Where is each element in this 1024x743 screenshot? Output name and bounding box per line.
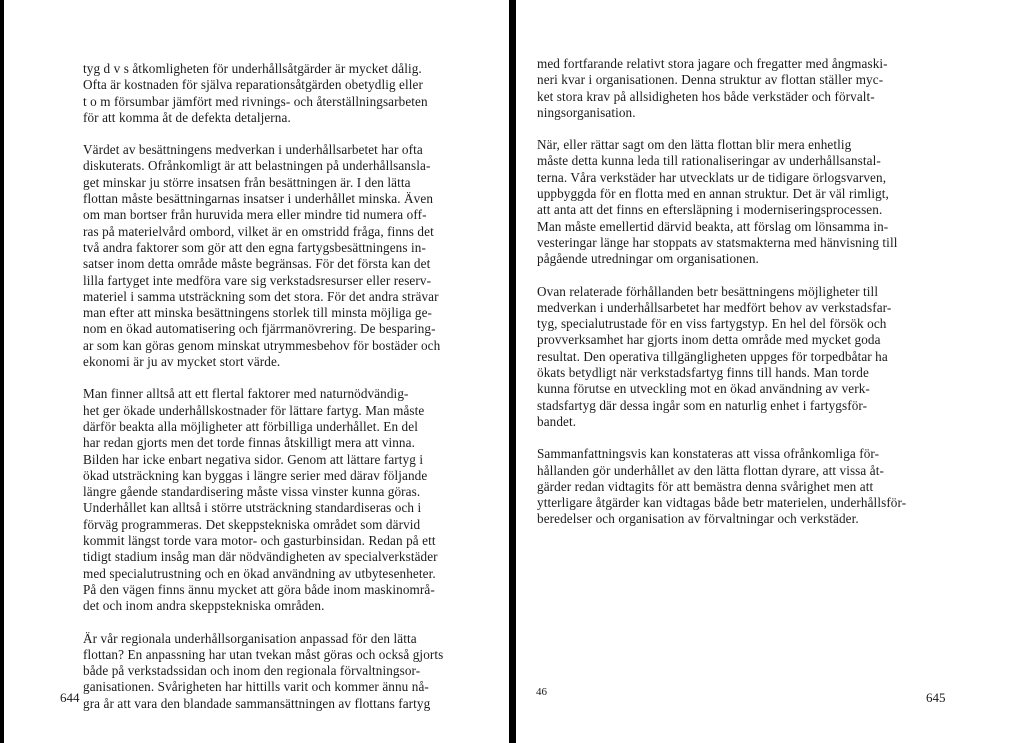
text-line: två andra faktorer som gör att den egna fartygsbesättningens in- [83, 239, 426, 255]
text-line: tidigt stadium insåg man där nödvändigheten av specialverkstäder [83, 549, 438, 565]
text-line: ökats betydligt när verkstadsfartyg finns till hands. Man torde [537, 365, 869, 381]
text-line: hållanden gör underhållet av den lätta flottan dyrare, att vissa åt- [537, 462, 884, 478]
text-line: get minskar ju större insatsen från besättningen är. I den lätta [83, 174, 411, 190]
right-text-column [537, 56, 967, 544]
text-line: Bilden har icke enbart negativa sidor. Genom att lättare fartyg i [83, 451, 424, 467]
text-line: ningsorganisation. [537, 104, 636, 120]
text-line: terna. Våra verkstäder har utvecklats ur de tidigare örlogsvarven, [537, 169, 887, 185]
text-line: kunna förutse en utveckling mot en ökad användning av verk- [537, 381, 870, 397]
paragraph [537, 284, 967, 431]
left-page [4, 0, 509, 743]
paragraph [537, 446, 967, 527]
paragraph [83, 386, 493, 614]
text-line: tyg d v s åtkomligheten för underhållsåtgärder är mycket dålig. [83, 61, 422, 76]
text-line: Sammanfattningsvis kan konstateras att vissa ofrånkomliga för- [537, 446, 880, 462]
text-line: resultat. Den operativa tillgängligheten uppges för torpedbåtar ha [537, 348, 888, 364]
text-line: Värdet av besättningens medverkan i underhållsarbetet har ofta [83, 142, 423, 158]
text-line: het ger ökade underhållskostnader för lättare fartyg. Man måste [83, 402, 425, 418]
text-line: pågående utredningar om organisationen. [537, 251, 759, 267]
text-line: När, eller rättar sagt om den lätta flottan blir mera enhetlig [537, 137, 852, 153]
text-line: Man finner alltså att ett flertal faktorer med naturnödvändig- [83, 386, 409, 402]
paragraph [83, 61, 493, 126]
text-line: om man bortser från huruvida mera eller mindre tid numera off- [83, 207, 427, 223]
text-line: uppbyggda för en flotta med en annan struktur. Det är väl rimligt, [537, 186, 889, 202]
text-line: ras på materielvård ombord, vilket är en omstridd fråga, finns det [83, 223, 434, 239]
text-line: ar som kan göras genom minskat utrymmesbehov för bostäder och [83, 337, 441, 353]
text-line: materiel i samma utsträckning som det stora. För det andra strävar [83, 288, 439, 304]
right-page [516, 0, 1024, 743]
text-line: därför beakta alla möjligheter att förbilliga underhållet. En del [83, 418, 418, 434]
text-line: gärder redan vidtagits för att bemästra denna svårighet men att [537, 478, 874, 494]
text-line: man efter att minska besättningens storlek till minsta möjliga ge- [83, 305, 433, 321]
paragraph [537, 137, 967, 267]
left-text-column [83, 61, 493, 728]
text-line: ekonomi är ju av mycket stort värde. [83, 354, 281, 370]
text-line: bandet. [537, 413, 577, 429]
text-line: ket stora krav på allsidigheten hos både verkstäder och förvalt- [537, 88, 875, 104]
book-spine-gap [509, 0, 516, 743]
text-line: nom en ökad automatisering och fjärrmanövrering. De besparing- [83, 321, 436, 337]
text-line: På den vägen finns ännu mycket att göra både inom maskinområ- [83, 581, 435, 597]
text-line: Ovan relaterade förhållanden betr besättningens möjligheter till [537, 283, 879, 299]
left-page-number: 644 [60, 690, 80, 705]
text-line: ganisationen. Svårigheten har hittills varit och kommer ännu nå- [83, 679, 429, 695]
text-line: längre gående standardisering måste vissa vinster kunna göras. [83, 484, 421, 500]
text-line: Är vår regionala underhållsorganisation anpassad för den lätta [83, 630, 417, 646]
text-line: t o m försumbar jämfört med rivnings- och återställningsarbeten [83, 93, 428, 109]
text-line: vesteringar länge har stoppats av statsmakterna med hänvisning till [537, 234, 898, 250]
text-line: för att komma åt de defekta detaljerna. [83, 109, 291, 125]
text-line: Underhållet kan alltså i större utsträckning standardiseras och i [83, 500, 422, 516]
text-line: gra år att vara den blandade sammansättningen av flottans fartyg [83, 695, 431, 711]
text-line: med specialutrustning och en ökad användning av utbytesenheter. [83, 565, 436, 581]
text-line: måste detta kunna leda till rationaliseringar av underhållsanstal- [537, 153, 881, 169]
text-line: flottan? En anpassning har utan tvekan måst göras och också gjorts [83, 646, 444, 662]
text-line: att anta att det finns en eftersläpning i moderniseringsprocessen. [537, 202, 883, 218]
text-line: ytterligare åtgärder kan vidtagas både betr materielen, underhållsför- [537, 495, 907, 511]
text-line: beredelser och organisation av förvaltningar och verkstäder. [537, 511, 859, 527]
paragraph [537, 56, 967, 121]
text-line: har redan gjorts men det torde finnas åtskilligt mera att vinna. [83, 435, 415, 451]
text-line: förväg programmeras. Det skeppstekniska området som därvid [83, 516, 421, 532]
text-line: satser inom detta område måste begränsas. För det första kan det [83, 256, 431, 272]
right-page-number: 645 [926, 690, 946, 705]
paragraph [83, 631, 493, 712]
text-line: både på verkstadssidan och inom den regionala förvaltningsor- [83, 663, 421, 679]
text-line: lilla fartyget inte medföra vare sig verkstadsresurser eller reserv- [83, 272, 432, 288]
paragraph [83, 142, 493, 370]
inner-folio-number: 46 [536, 686, 547, 698]
text-line: ökad utsträckning kan byggas i längre serier med därav följande [83, 467, 428, 483]
text-line: Man måste emellertid därvid beakta, att förslag om lönsamma in- [537, 218, 889, 234]
text-line: provverksamhet har gjorts inom detta område med mycket goda [537, 332, 881, 348]
text-line: medverkan i underhållsarbetet har medfört behov av verkstadsfar- [537, 299, 892, 315]
text-line: det och inom andra skeppstekniska områden. [83, 598, 325, 614]
text-line: med fortfarande relativt stora jagare och fregatter med ångmaski- [537, 56, 888, 71]
text-line: stadsfartyg där dessa ingår som en naturlig enhet i fartygsför- [537, 397, 868, 413]
text-line: Ofta är kostnaden för själva reparationsåtgärden obetydlig eller [83, 77, 423, 93]
text-line: neri kvar i organisationen. Denna struktur av flottan ställer myc- [537, 72, 884, 88]
text-line: tyg, specialutrustade för en viss fartygstyp. En hel del försök och [537, 316, 887, 332]
text-line: kommit längst torde vara motor- och gasturbinsidan. Redan på ett [83, 533, 436, 549]
text-line: diskuterats. Ofrånkomligt är att belastningen på underhållsansla- [83, 158, 431, 174]
text-line: flottan måste besättningarnas insatser i underhållet minska. Även [83, 191, 434, 207]
